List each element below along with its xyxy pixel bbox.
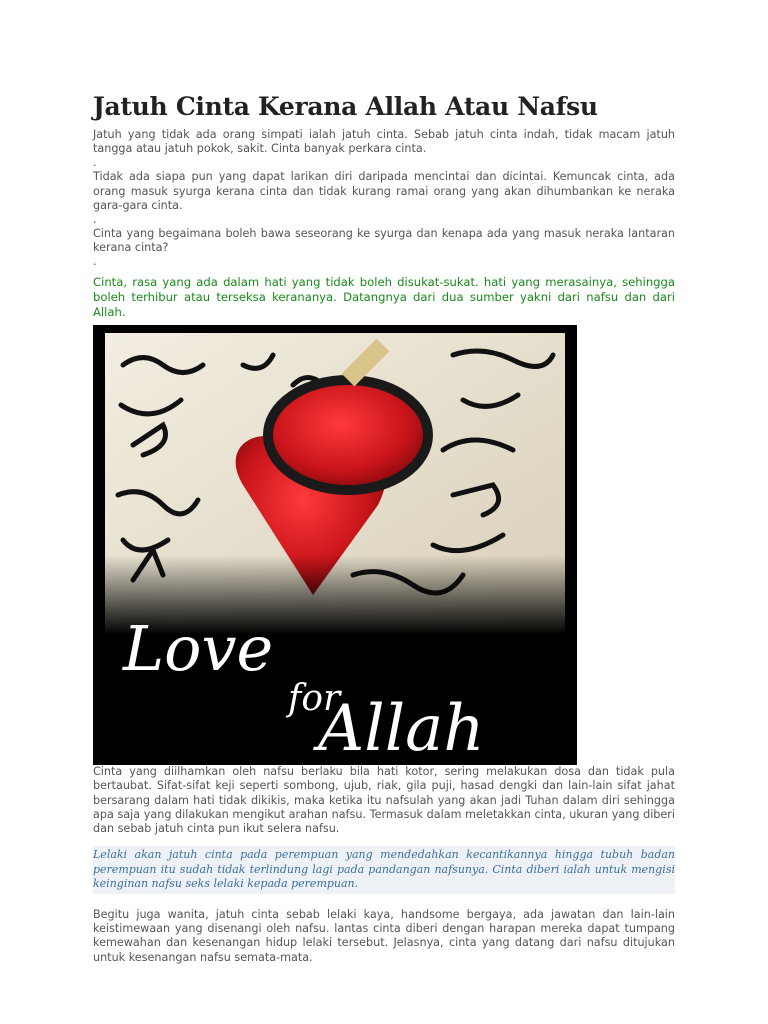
image-text-for: for bbox=[288, 678, 341, 720]
image-text-allah: Allah bbox=[318, 692, 485, 766]
article-body bbox=[93, 128, 675, 965]
article-title: Jatuh Cinta Kerana Allah Atau Nafsu bbox=[93, 92, 598, 121]
love-for-allah-image bbox=[93, 325, 577, 765]
highlight-paragraph: Cinta, rasa yang ada dalam hati yang tidak boleh disukat-sukat. hati yang merasainya, sehingga boleh terhibur atau terseksa kerananya. Datangnya dari dua sumber yakni dari nafsu dan dari Allah. bbox=[93, 275, 675, 319]
dot-separator: . bbox=[93, 255, 97, 269]
paragraph: Begitu juga wanita, jatuh cinta sebab lelaki kaya, handsome bergaya, ada jawatan dan lain-lain keistimewaan yang disenangi oleh nafsu. lantas cinta diberi dengan harapan mereka dapat tumpang kemewahan dan kesenangan hidup lelaki tersebut. Jelasnya, cinta yang datang dari nafsu ditujukan untuk kesenangan nafsu semata-mata. bbox=[93, 908, 675, 964]
paragraph: Jatuh yang tidak ada orang simpati ialah jatuh cinta. Sebab jatuh cinta indah, tidak macam jatuh tangga atau jatuh pokok, sakit. Cinta banyak perkara cinta. bbox=[93, 128, 675, 156]
magnifier-lens bbox=[268, 380, 428, 490]
paragraph: Cinta yang begaimana boleh bawa seseorang ke syurga dan kenapa ada yang masuk neraka lantaran kerana cinta? bbox=[93, 227, 675, 255]
dot-separator: . bbox=[93, 156, 97, 170]
image-text-love: Love bbox=[123, 612, 274, 686]
dot-separator: . bbox=[93, 213, 97, 227]
paragraph: Tidak ada siapa pun yang dapat larikan diri daripada mencintai dan dicintai. Kemuncak cinta, ada orang masuk syurga kerana cinta dan tidak kurang ramai orang yang akan dihumbankan ke neraka gara-gara cinta. bbox=[93, 170, 675, 212]
quote-block: Lelaki akan jatuh cinta pada perempuan yang mendedahkan kecantikannya hingga tubuh badan perempuan itu sudah tidak terlindung lagi pada pandangan nafsunya. Cinta diberi ialah untuk mengisi keinginan nafsu seks lelaki kepada perempuan. bbox=[93, 846, 675, 894]
paragraph: Cinta yang diilhamkan oleh nafsu berlaku bila hati kotor, sering melakukan dosa dan tidak pula bertaubat. Sifat-sifat keji seperti sombong, ujub, riak, gila puji, hasad dengki dan lain-lain sifat jahat bersarang dalam hati tidak dikikis, maka ketika itu nafsulah yang akan jadi Tuhan dalam diri sehingga apa saja yang dilakukan mengikut arahan nafsu. Termasuk dalam meletakkan cinta, ukuran yang diberi dan sebab jatuh cinta pun ikut selera nafsu. bbox=[93, 765, 675, 836]
